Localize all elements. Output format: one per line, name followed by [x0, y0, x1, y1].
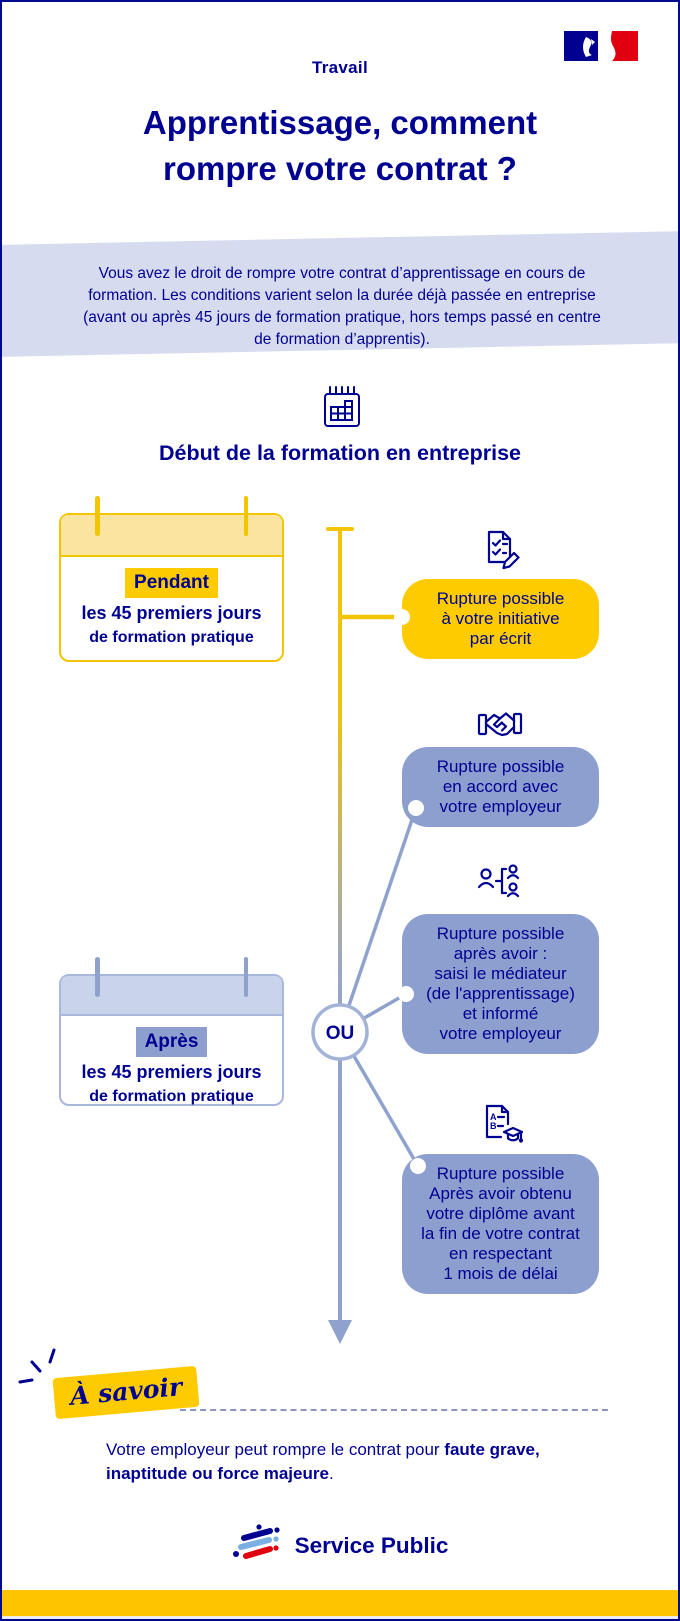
bubble-line: 1 mois de délai: [443, 1264, 558, 1283]
bottom-strip: [2, 1616, 678, 1621]
calendar-pin-icon: [95, 496, 100, 536]
period-highlight: Après: [136, 1027, 208, 1057]
note-regular-text: Votre employeur peut rompre le contrat pour: [106, 1440, 445, 1459]
section-heading: Début de la formation en entreprise: [159, 441, 521, 465]
outcome-bubble-mediateur: [402, 914, 599, 1054]
period-line1: les 45 premiers jours: [81, 602, 262, 623]
handshake-icon: [476, 702, 524, 750]
service-public-logo: [2, 1523, 678, 1569]
note-regular-text: .: [328, 1464, 334, 1483]
bubble-line: et informé: [462, 1004, 539, 1023]
period-card-apres: [59, 974, 284, 1106]
period-line2: de formation pratique: [89, 1087, 254, 1105]
bubble-line: en accord avec: [442, 777, 559, 796]
bubble-line: en respectant: [448, 1244, 552, 1263]
mediator-people-icon: [476, 859, 524, 907]
svg-text:B: B: [490, 1121, 497, 1131]
note-text: [106, 1438, 618, 1486]
bubble-line: Rupture possible: [436, 924, 565, 943]
bottom-yellow-bar: [2, 1590, 678, 1616]
bubble-line: Rupture possible: [436, 589, 565, 608]
note-bold-text: faute grave,: [444, 1440, 540, 1459]
calendar-pin-icon: [244, 496, 249, 536]
note-bold-text: inaptitude ou force majeure: [106, 1464, 329, 1483]
page-title-line1: Apprentissage, comment: [142, 104, 538, 141]
category-label: Travail: [312, 58, 368, 77]
diploma-document-icon: [476, 1101, 524, 1149]
outcome-bubble-diplome: [402, 1154, 599, 1294]
bubble-line: Après avoir obtenu: [429, 1184, 572, 1203]
period-line1: les 45 premiers jours: [81, 1061, 262, 1082]
period-line2: de formation pratique: [89, 628, 254, 646]
svg-text:A: A: [490, 1112, 497, 1122]
bubble-line: Rupture possible: [436, 757, 565, 776]
timeline-arrowhead-icon: [328, 1320, 352, 1344]
page-title-line2: rompre votre contrat ?: [163, 150, 517, 187]
bubble-line: (de l'apprentissage): [426, 984, 575, 1003]
service-public-logo-icon: [232, 1523, 286, 1569]
period-highlight: Pendant: [125, 568, 218, 598]
bubble-line: par écrit: [469, 629, 532, 648]
bubble-line: votre employeur: [439, 797, 562, 816]
dashed-divider: [180, 1409, 608, 1411]
outcome-bubble-accord: [402, 747, 599, 827]
or-label: OU: [325, 1023, 355, 1044]
bubble-line: la fin de votre contrat: [421, 1224, 580, 1243]
bubble-line: votre employeur: [439, 1024, 562, 1043]
document-check-pencil-icon: [476, 526, 524, 574]
bubble-line: Rupture possible: [436, 1164, 565, 1183]
bubble-line: votre diplôme avant: [426, 1204, 575, 1223]
service-public-logo-text: Service Public: [294, 1533, 449, 1558]
calendar-pin-icon: [95, 957, 100, 997]
calendar-pin-icon: [244, 957, 249, 997]
bubble-line: saisi le médiateur: [434, 964, 567, 983]
period-card-pendant: [59, 513, 284, 662]
a-savoir-badge: À savoir: [52, 1366, 199, 1419]
intro-paragraph: Vous avez le droit de rompre votre contrat d’apprentissage en cours de formation. Les conditions varient selon la durée déjà passée en entreprise (avant ou après 45 jours de formation pratique, hors temps passé en centre de formation d’apprentis).: [83, 265, 601, 348]
outcome-bubble-initiative: [402, 579, 599, 659]
bubble-line: après avoir :: [453, 944, 548, 963]
bubble-line: à votre initiative: [441, 609, 560, 628]
